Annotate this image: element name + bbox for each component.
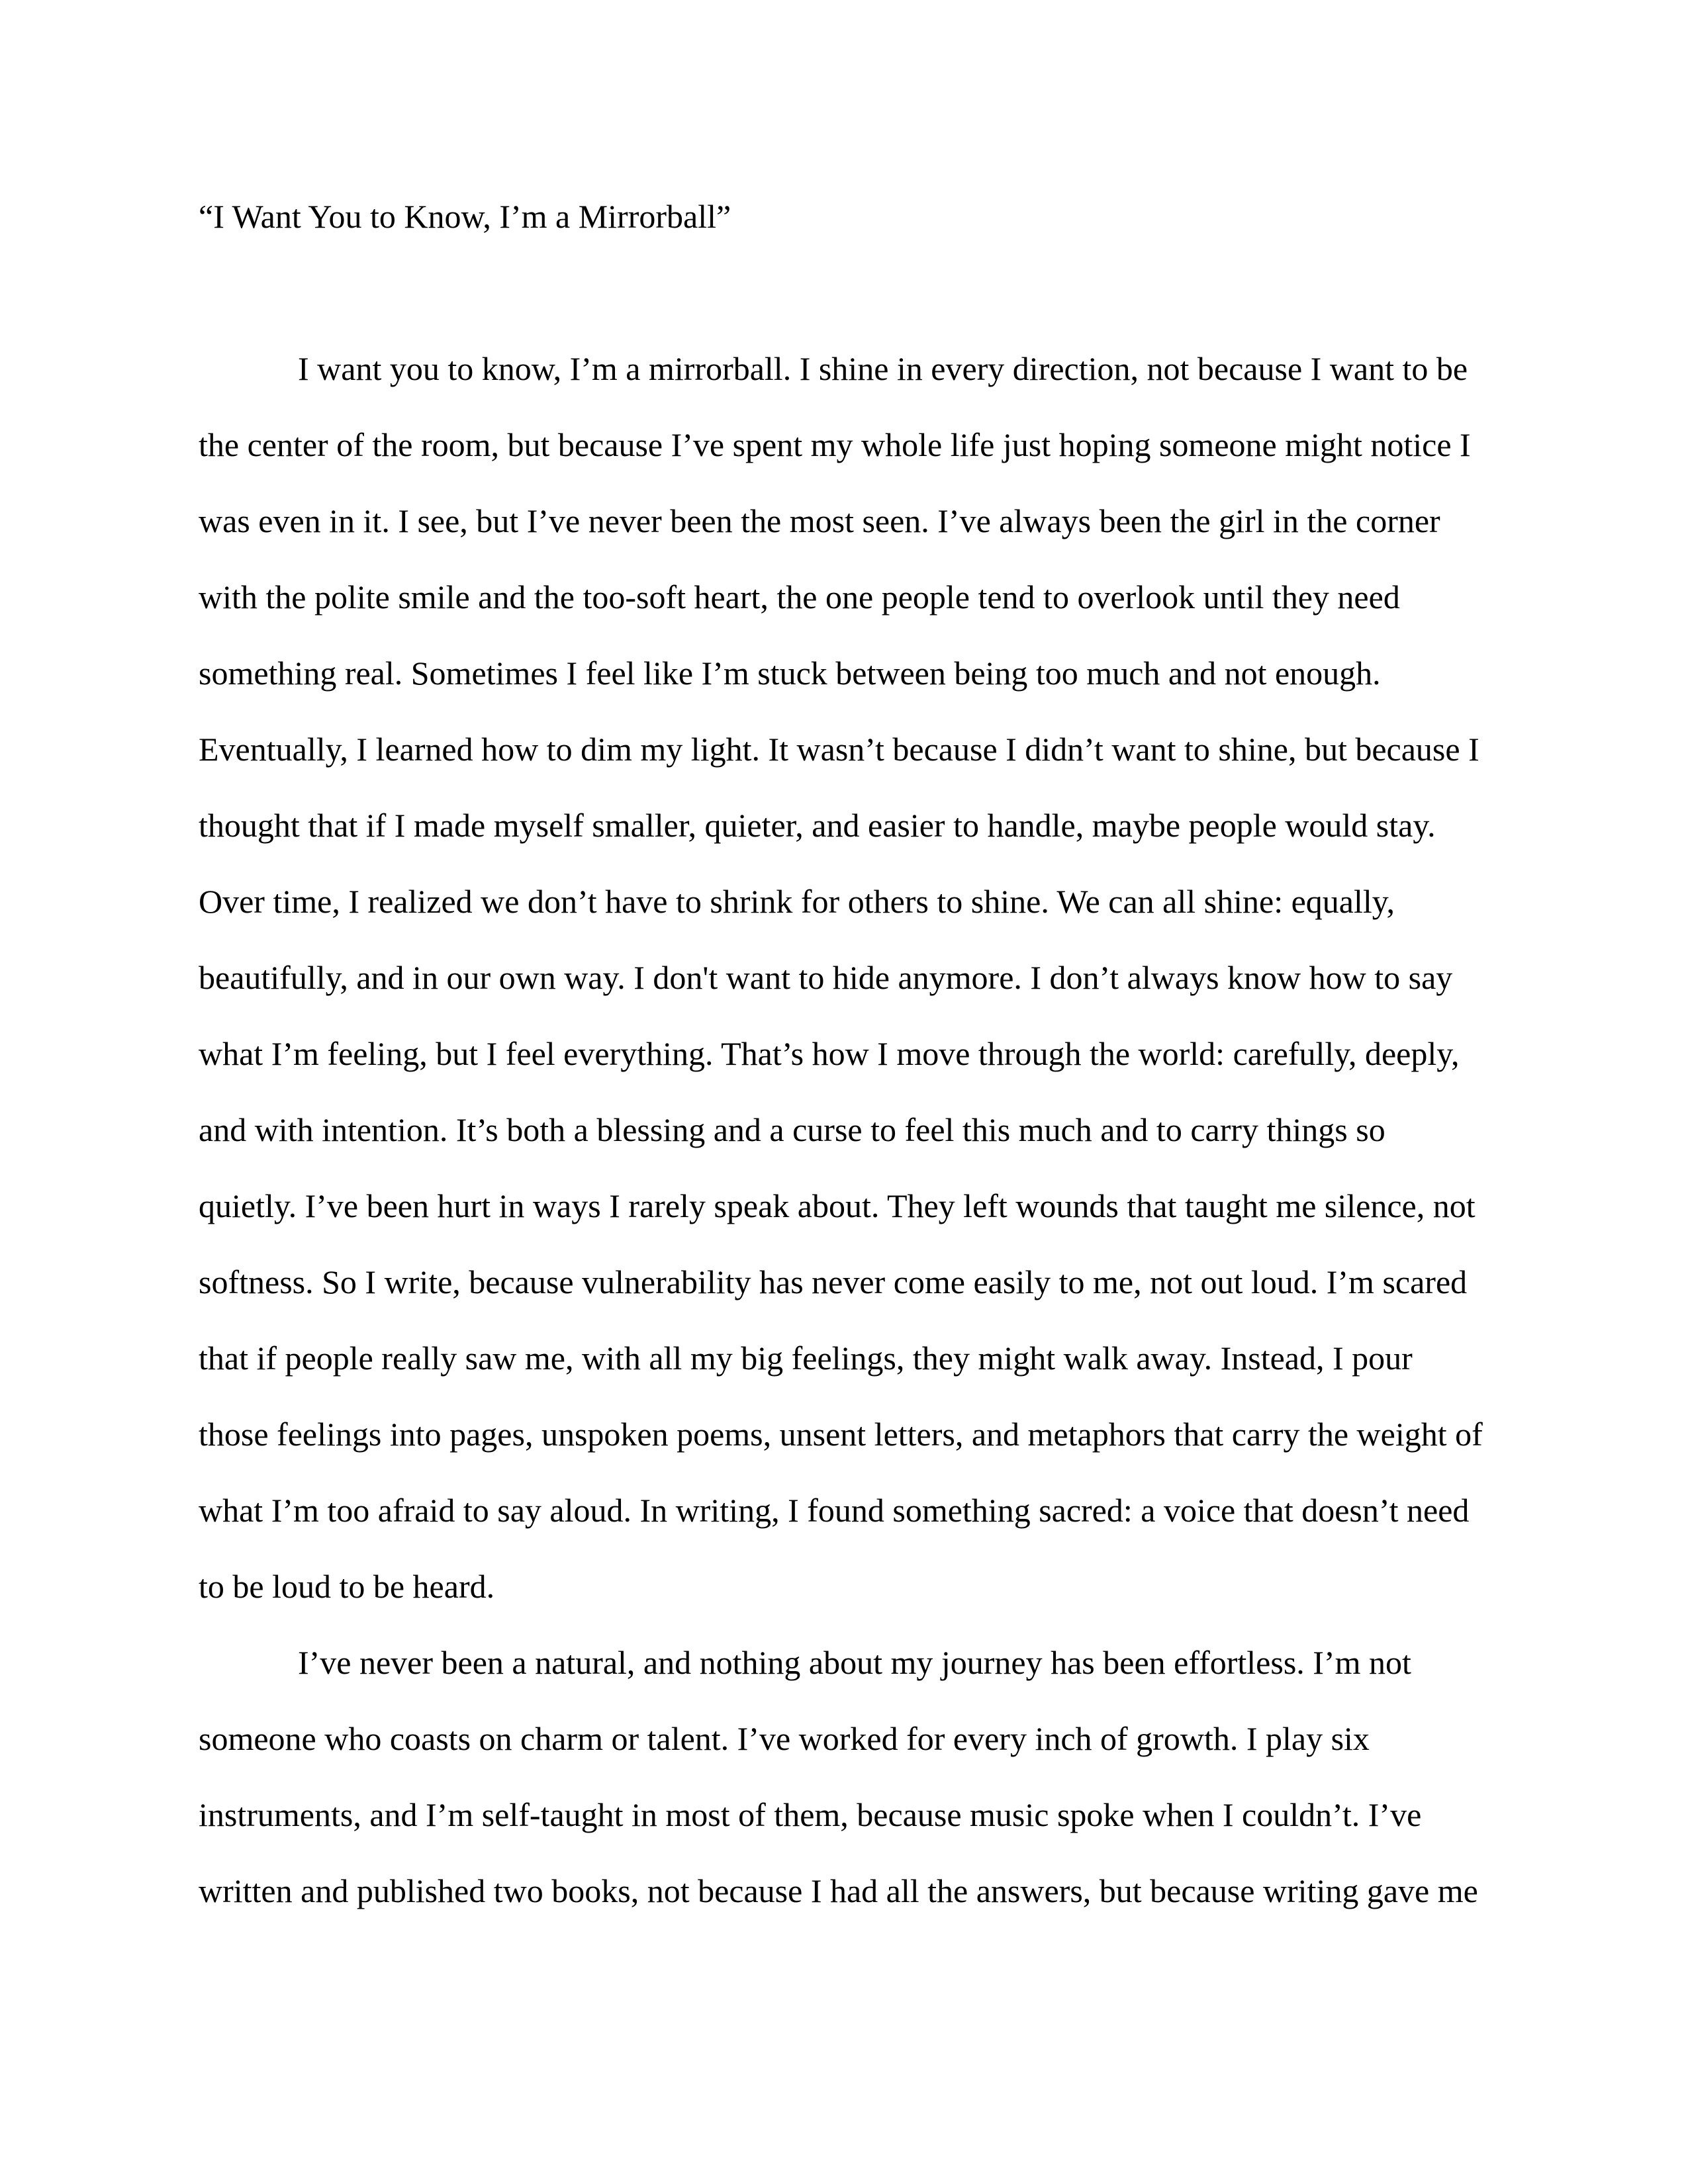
- paragraph-line: and with intention. It’s both a blessing and a curse to feel this much and to carry things so: [199, 1111, 1385, 1148]
- paragraph-line: I’ve never been a natural, and nothing about my journey has been effortless. I’m not: [298, 1644, 1411, 1681]
- document-body: [199, 179, 1489, 1929]
- paragraph-line: Over time, I realized we don’t have to shrink for others to shine. We can all shine: equally,: [199, 883, 1395, 920]
- paragraph-line: was even in it. I see, but I’ve never been the most seen. I’ve always been the girl in the corner: [199, 502, 1440, 539]
- paragraph-line: the center of the room, but because I’ve spent my whole life just hoping someone might notice I: [199, 426, 1471, 463]
- paragraph-line: softness. So I write, because vulnerability has never come easily to me, not out loud. I’m scared: [199, 1263, 1468, 1300]
- paragraph-line: beautifully, and in our own way. I don't want to hide anymore. I don’t always know how to say: [199, 959, 1453, 996]
- blank-line: [199, 255, 1489, 331]
- essay-title: “I Want You to Know, I’m a Mirrorball”: [199, 198, 731, 235]
- paragraph-line: to be loud to be heard.: [199, 1568, 495, 1605]
- paragraph-line: I want you to know, I’m a mirrorball. I shine in every direction, not because I want to be: [298, 350, 1468, 387]
- paragraph-2: [199, 1625, 1489, 1929]
- paragraph-line: Eventually, I learned how to dim my light. It wasn’t because I didn’t want to shine, but because I: [199, 731, 1479, 768]
- paragraph-line: someone who coasts on charm or talent. I’ve worked for every inch of growth. I play six: [199, 1720, 1370, 1757]
- paragraph-1: [199, 331, 1489, 1625]
- paragraph-line: quietly. I’ve been hurt in ways I rarely speak about. They left wounds that taught me silence, not: [199, 1187, 1476, 1224]
- paragraph-line: thought that if I made myself smaller, quieter, and easier to handle, maybe people would stay.: [199, 807, 1436, 844]
- paragraph-line: something real. Sometimes I feel like I’m stuck between being too much and not enough.: [199, 655, 1381, 692]
- paragraph-line: what I’m too afraid to say aloud. In writing, I found something sacred: a voice that doesn’t need: [199, 1492, 1470, 1529]
- paragraph-line: that if people really saw me, with all my big feelings, they might walk away. Instead, I pour: [199, 1340, 1413, 1377]
- paragraph-line: those feelings into pages, unspoken poems, unsent letters, and metaphors that carry the weight of: [199, 1416, 1483, 1453]
- paragraph-line: instruments, and I’m self-taught in most of them, because music spoke when I couldn’t. I’ve: [199, 1796, 1422, 1833]
- paragraph-line: written and published two books, not because I had all the answers, but because writing gave me: [199, 1872, 1478, 1909]
- paragraph-line: with the polite smile and the too-soft heart, the one people tend to overlook until they need: [199, 578, 1400, 615]
- paragraph-line: what I’m feeling, but I feel everything. That’s how I move through the world: carefully, deeply,: [199, 1035, 1460, 1072]
